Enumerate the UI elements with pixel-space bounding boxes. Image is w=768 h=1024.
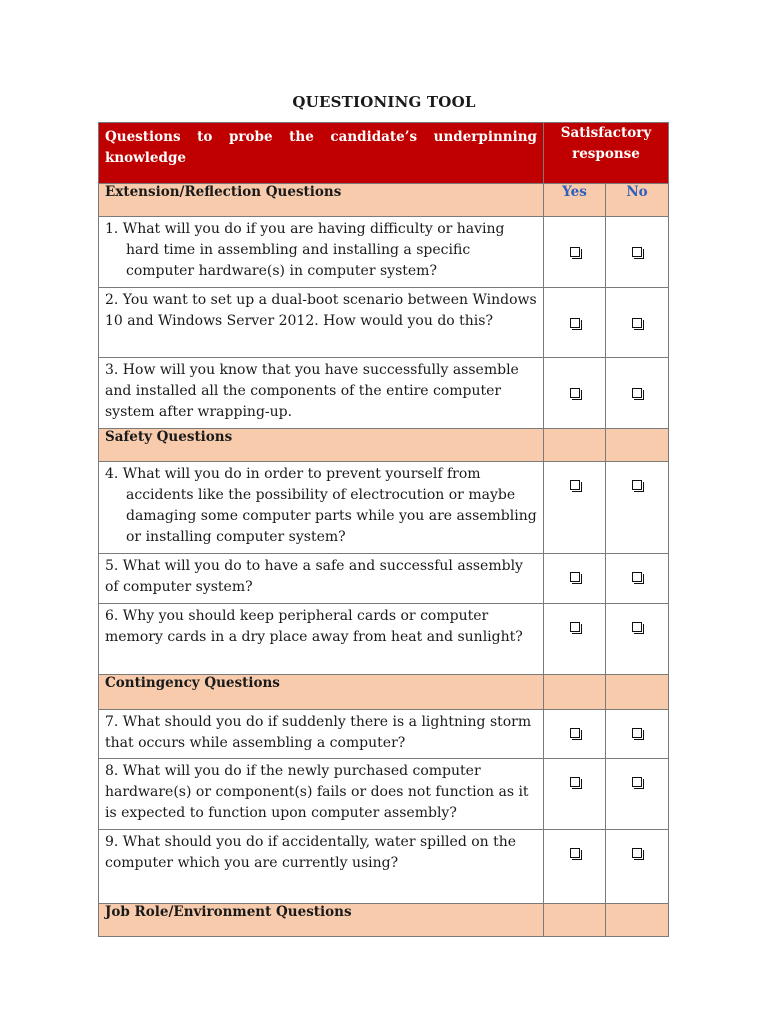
question-text: 1. What will you do if you are having difficulty or having hard time in assembling and installing a specific computer hardware(s) in computer system?	[105, 221, 505, 279]
section-row-job-role	[99, 904, 669, 937]
no-checkbox[interactable]	[632, 318, 642, 328]
response-label-line-1: Satisfactory	[560, 125, 652, 141]
no-checkbox[interactable]	[632, 480, 642, 490]
yes-checkbox[interactable]	[570, 480, 580, 490]
question-row-6	[99, 604, 669, 675]
yes-checkbox[interactable]	[570, 318, 580, 328]
questioning-table	[98, 122, 669, 937]
question-row-1	[99, 217, 669, 288]
response-label-line-2: response	[572, 146, 640, 162]
yes-column-label: Yes	[544, 184, 606, 217]
yes-checkbox[interactable]	[570, 572, 580, 582]
yes-checkbox[interactable]	[570, 848, 580, 858]
no-checkbox[interactable]	[632, 622, 642, 632]
question-row-8	[99, 759, 669, 830]
section-row-safety	[99, 429, 669, 462]
section-title: Job Role/Environment Questions	[99, 904, 544, 937]
question-text: 6. Why you should keep peripheral cards or computer memory cards in a dry place away from heat and sunlight?	[99, 604, 544, 675]
question-row-4	[99, 462, 669, 554]
no-checkbox[interactable]	[632, 728, 642, 738]
question-text: 8. What will you do if the newly purchased computer hardware(s) or component(s) fails or does not function as it is expected to function upon computer assembly?	[99, 759, 544, 830]
yes-checkbox[interactable]	[570, 728, 580, 738]
table-header-row	[99, 123, 669, 184]
question-row-3	[99, 358, 669, 429]
no-checkbox[interactable]	[632, 388, 642, 398]
section-title: Safety Questions	[99, 429, 544, 462]
yes-checkbox[interactable]	[570, 247, 580, 257]
question-text: 3. How will you know that you have successfully assemble and installed all the components of the entire computer system after wrapping-up.	[99, 358, 544, 429]
questions-header: Questions to probe the candidate’s underpinning knowledge	[99, 123, 544, 184]
question-row-7	[99, 710, 669, 759]
question-text: 7. What should you do if suddenly there is a lightning storm that occurs while assembling a computer?	[99, 710, 544, 759]
no-checkbox[interactable]	[632, 848, 642, 858]
yes-checkbox[interactable]	[570, 777, 580, 787]
question-text: 9. What should you do if accidentally, water spilled on the computer which you are currently using?	[99, 830, 544, 904]
question-row-2	[99, 288, 669, 358]
no-checkbox[interactable]	[632, 572, 642, 582]
page-title: QUESTIONING TOOL	[292, 93, 476, 111]
question-text: 2. You want to set up a dual-boot scenario between Windows 10 and Windows Server 2012. How would you do this?	[99, 288, 544, 358]
satisfactory-response-header	[544, 123, 669, 184]
no-column-label: No	[606, 184, 669, 217]
no-checkbox[interactable]	[632, 777, 642, 787]
section-row-extension	[99, 184, 669, 217]
question-row-9	[99, 830, 669, 904]
section-title: Extension/Reflection Questions	[99, 184, 544, 217]
no-checkbox[interactable]	[632, 247, 642, 257]
question-row-5	[99, 554, 669, 604]
question-text: 4. What will you do in order to prevent yourself from accidents like the possibility of electrocution or maybe damaging some computer parts while you are assembling or installing computer system?	[105, 466, 537, 545]
question-text: 5. What will you do to have a safe and successful assembly of computer system?	[99, 554, 544, 604]
section-title: Contingency Questions	[99, 675, 544, 710]
section-row-contingency	[99, 675, 669, 710]
yes-checkbox[interactable]	[570, 388, 580, 398]
yes-checkbox[interactable]	[570, 622, 580, 632]
